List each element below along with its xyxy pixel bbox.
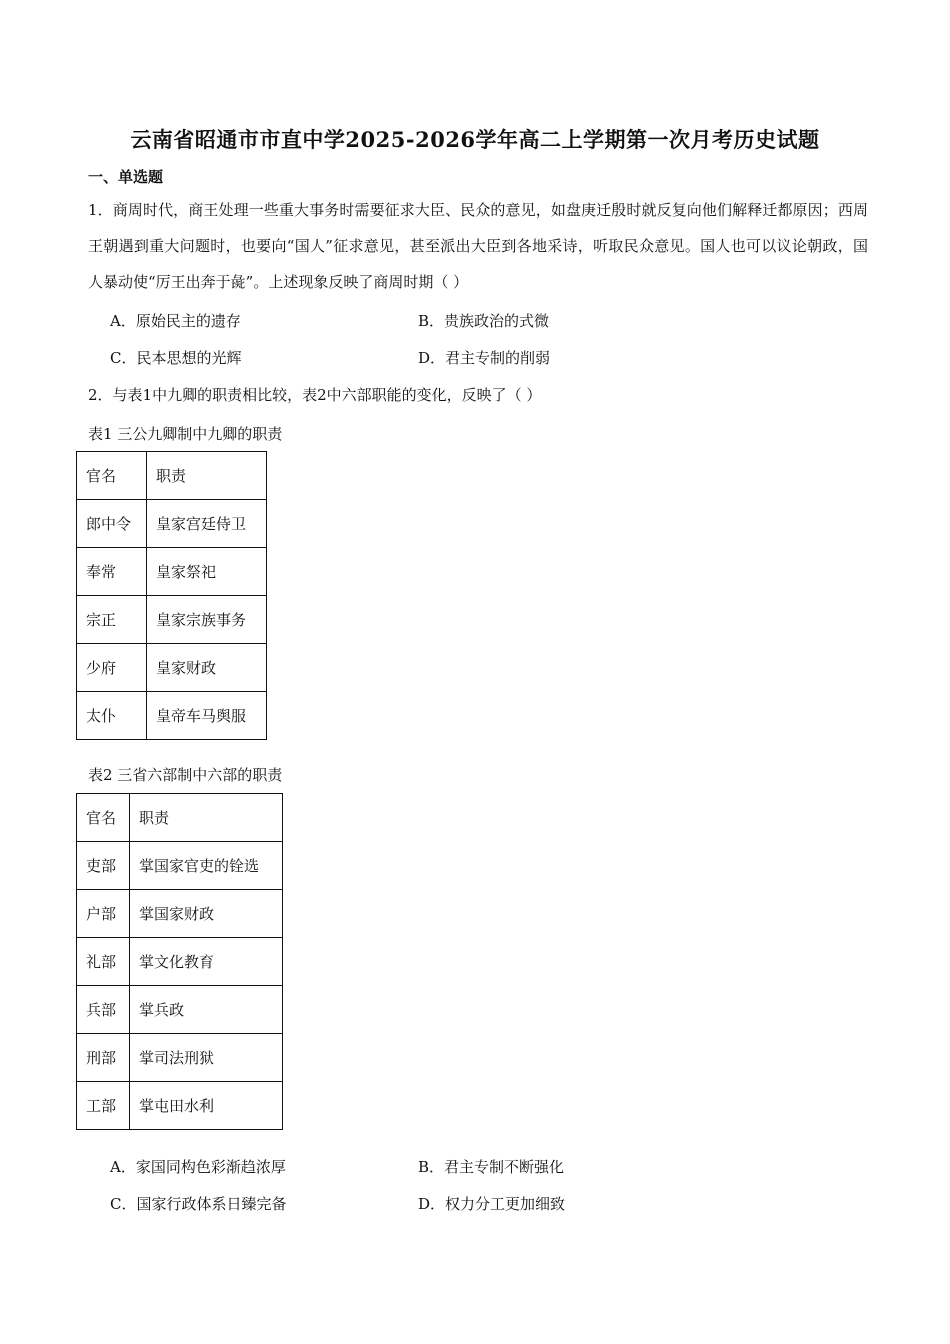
table-row [77, 938, 283, 986]
table-1-caption: 表1 三公九卿制中九卿的职责 [88, 425, 283, 443]
table-row [77, 794, 283, 842]
table-cell: 礼部 [77, 938, 130, 986]
table-cell: 郎中令 [77, 500, 147, 548]
table-cell: 太仆 [77, 692, 147, 740]
table-row [77, 1034, 283, 1082]
q2-option-c: C．国家行政体系日臻完备 [110, 1195, 287, 1213]
table-cell: 皇家宫廷侍卫 [147, 500, 267, 548]
table-cell: 奉常 [77, 548, 147, 596]
q2-option-a: A．家国同构色彩渐趋浓厚 [110, 1158, 286, 1176]
question-1-text: 1．商周时代，商王处理一些重大事务时需要征求大臣、民众的意见，如盘庚迁殷时就反复向他们解释迁都原因；西周王朝遇到重大问题时，也要向“国人”征求意见，甚至派出大臣到各地采诗，听取民众意见。国人也可以议论朝政，国人暴动使“厉王出奔于彘”。上述现象反映了商周时期（ ） [88, 201, 868, 291]
q1-option-b: B．贵族政治的式微 [418, 312, 550, 330]
table-cell: 掌司法刑狱 [130, 1034, 283, 1082]
table-cell: 掌兵政 [130, 986, 283, 1034]
table-cell: 职责 [130, 794, 283, 842]
table-2 [76, 793, 283, 1130]
section-heading-single-choice: 一、单选题 [88, 168, 164, 186]
question-2-text: 2．与表1中九卿的职责相比较，表2中六部职能的变化，反映了（ ） [88, 386, 542, 404]
page-title: 云南省昭通市市直中学2025-2026学年高二上学期第一次月考历史试题 [130, 127, 820, 152]
q2-option-b: B．君主专制不断强化 [418, 1158, 565, 1176]
table-cell: 官名 [77, 452, 147, 500]
table-cell: 皇帝车马舆服 [147, 692, 267, 740]
table-row [77, 842, 283, 890]
table-cell: 掌国家官吏的铨选 [130, 842, 283, 890]
table-cell: 兵部 [77, 986, 130, 1034]
table-cell: 刑部 [77, 1034, 130, 1082]
table-cell: 掌国家财政 [130, 890, 283, 938]
table-row [77, 596, 267, 644]
table-cell: 官名 [77, 794, 130, 842]
table-row [77, 890, 283, 938]
table-cell: 掌屯田水利 [130, 1082, 283, 1130]
q1-option-a: A．原始民主的遗存 [110, 312, 241, 330]
table-cell: 皇家宗族事务 [147, 596, 267, 644]
table-row [77, 452, 267, 500]
q2-option-d: D．权力分工更加细致 [418, 1195, 566, 1213]
table-2-caption: 表2 三省六部制中六部的职责 [88, 766, 283, 784]
table-row [77, 500, 267, 548]
table-row [77, 1082, 283, 1130]
q1-option-c: C．民本思想的光辉 [110, 349, 242, 367]
table-cell: 吏部 [77, 842, 130, 890]
table-cell: 职责 [147, 452, 267, 500]
table-row [77, 692, 267, 740]
table-1 [76, 451, 267, 740]
table-row [77, 986, 283, 1034]
table-cell: 少府 [77, 644, 147, 692]
q1-option-d: D．君主专制的削弱 [418, 349, 551, 367]
table-cell: 宗正 [77, 596, 147, 644]
table-cell: 工部 [77, 1082, 130, 1130]
table-row [77, 548, 267, 596]
table-cell: 皇家财政 [147, 644, 267, 692]
table-cell: 掌文化教育 [130, 938, 283, 986]
table-cell: 户部 [77, 890, 130, 938]
table-row [77, 644, 267, 692]
table-cell: 皇家祭祀 [147, 548, 267, 596]
